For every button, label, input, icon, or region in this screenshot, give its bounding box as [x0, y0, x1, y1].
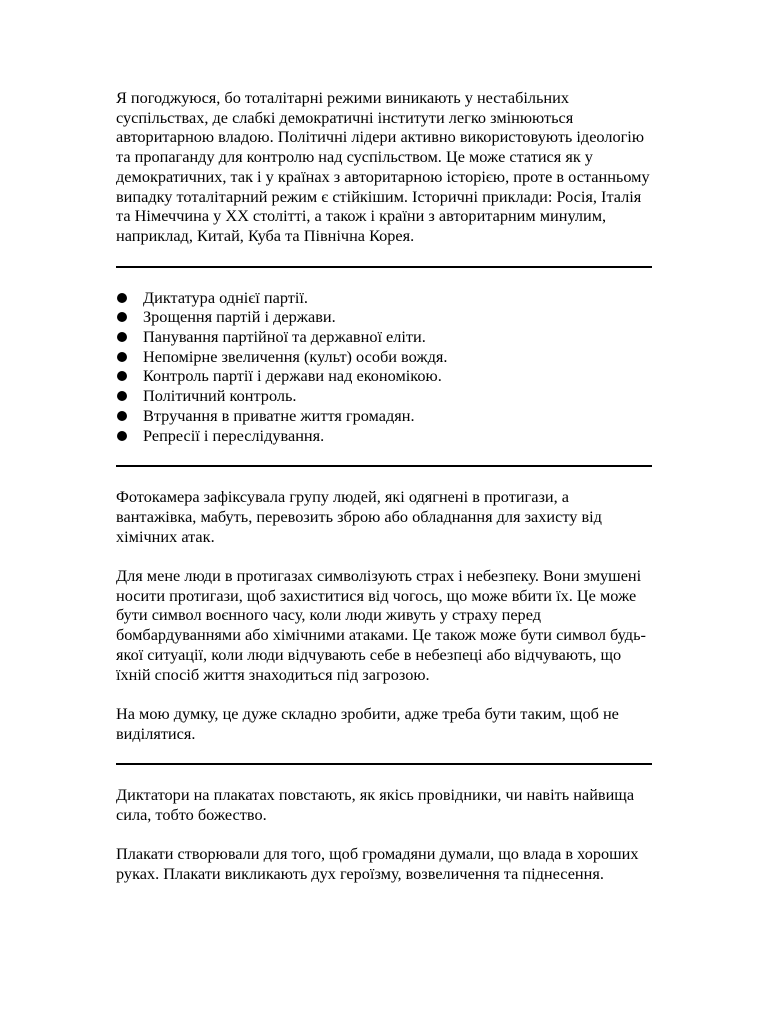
- list-item: [116, 366, 652, 386]
- divider-line: [116, 266, 652, 268]
- bullet-icon: [117, 391, 127, 401]
- paragraph-posters-purpose: Плакати створювали для того, щоб громадяни думали, що влада в хороших руках. Плакати викликають дух героїзму, возвеличення та піднесення.: [116, 844, 639, 884]
- section-answer-totalitarianism: [116, 88, 652, 246]
- section-photo-description: [116, 487, 652, 743]
- features-list: [116, 288, 652, 446]
- list-item-text: Панування партійної та державної еліти.: [143, 327, 426, 347]
- paragraph-gas-masks-symbolism: Для мене люди в протигазах символізують страх і небезпеку. Вони змушені носити протигази, щоб захиститися від чогось, що може вбити їх. Це може бути символ воєнного часу, коли люди живуть у страху перед бомбардуваннями або хімічними атаками. Це також може бути символ будь-якої ситуації, коли люди відчувають себе в небезпеці або відчувають, що їхній спосіб життя знаходиться під загрозою.: [116, 566, 646, 684]
- list-item: [116, 327, 652, 347]
- bullet-icon: [117, 293, 127, 303]
- bullet-icon: [117, 312, 127, 322]
- list-item: [116, 406, 652, 426]
- list-item-text: Зрощення партій і держави.: [143, 307, 336, 327]
- list-item: [116, 307, 652, 327]
- list-item: [116, 347, 652, 367]
- divider-line: [116, 763, 652, 765]
- list-item: [116, 386, 652, 406]
- divider-line: [116, 465, 652, 467]
- list-item-text: Диктатура однієї партії.: [143, 287, 308, 307]
- list-item: [116, 288, 652, 308]
- paragraph-photo-description: Фотокамера зафіксувала групу людей, які одягнені в протигази, а вантажівка, мабуть, перевозить зброю або обладнання для захисту від хімічних атак.: [116, 487, 602, 546]
- section-posters: [116, 785, 652, 884]
- bullet-icon: [117, 431, 127, 441]
- list-item-text: Непомірне звеличення (культ) особи вождя.: [143, 346, 448, 366]
- list-item-text: Втручання в приватне життя громадян.: [143, 405, 415, 425]
- paragraph-totalitarian-regimes: Я погоджуюся, бо тоталітарні режими виникають у нестабільних суспільствах, де слабкі демократичні інститути легко змінюються авторитарною владою. Політичні лідери активно використовують ідеологію та пропаганду для контролю над суспільством. Це може статися як у демократичних, так і у країнах з авторитарною історією, проте в останньому випадку тоталітарний режим є стійкішим. Історичні приклади: Росія, Італія та Німеччина у XX столітті, а також і країни з авторитарним минулим, наприклад, Китай, Куба та Північна Корея.: [116, 88, 650, 245]
- list-item-text: Політичний контроль.: [143, 386, 297, 406]
- bullet-icon: [117, 352, 127, 362]
- bullet-icon: [117, 411, 127, 421]
- paragraph-opinion: На мою думку, це дуже складно зробити, адже треба бути таким, щоб не виділятися.: [116, 703, 619, 743]
- list-item: [116, 426, 652, 446]
- list-item-text: Репресії і переслідування.: [143, 425, 325, 445]
- list-item-text: Контроль партії і держави над економікою.: [143, 366, 442, 386]
- document-page: [116, 88, 652, 884]
- bullet-icon: [117, 332, 127, 342]
- paragraph-dictators-on-posters: Диктатори на плакатах повстають, як якісь провідники, чи навіть найвища сила, тобто божество.: [116, 785, 635, 825]
- bullet-icon: [117, 371, 127, 381]
